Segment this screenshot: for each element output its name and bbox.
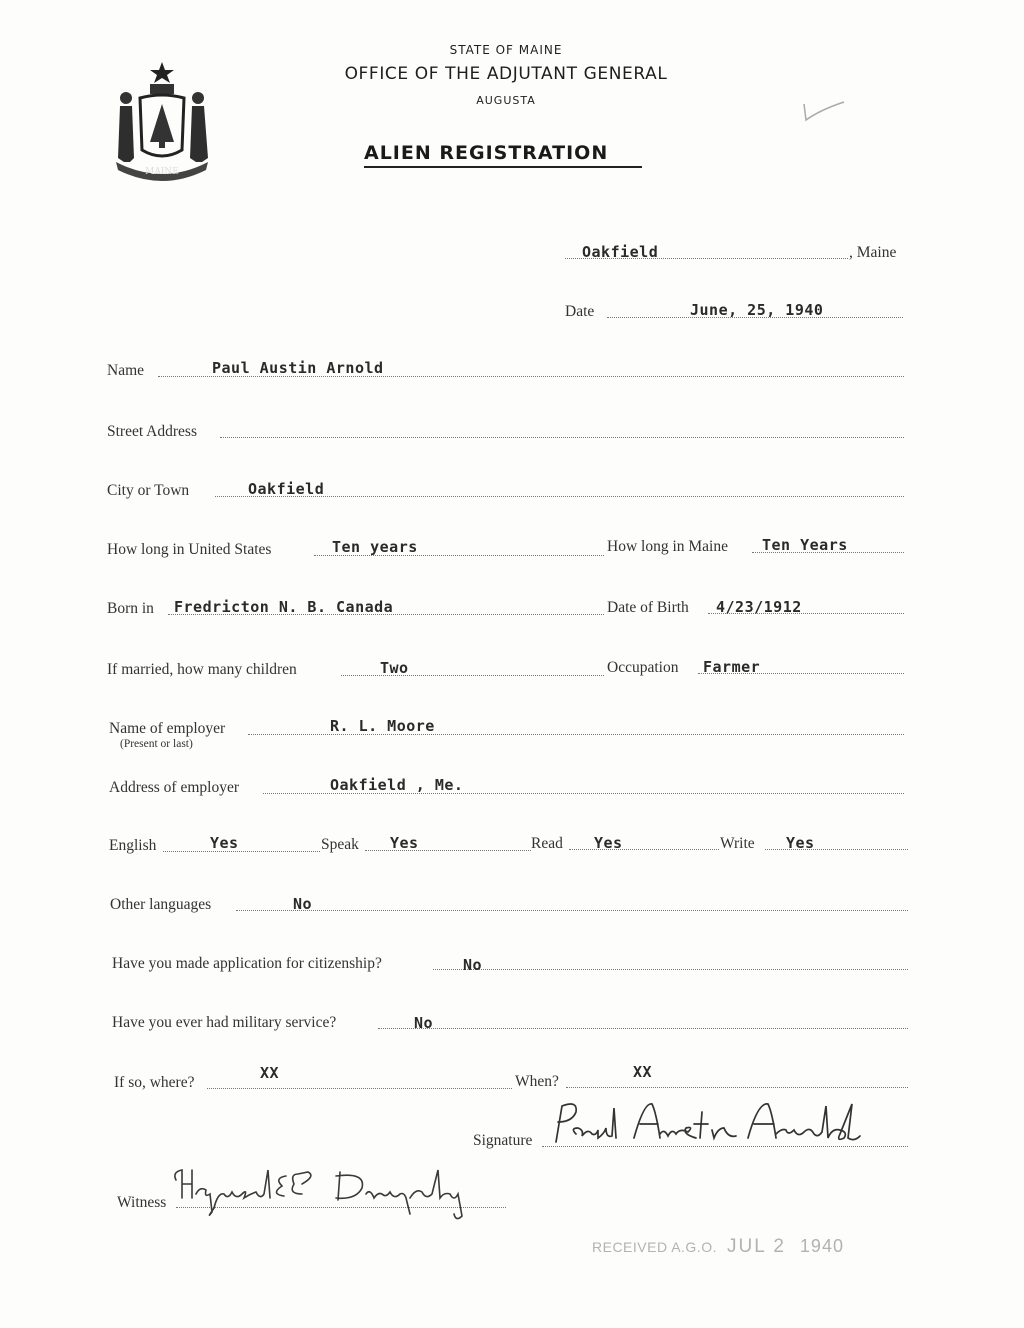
english-line	[163, 851, 320, 852]
city-label: City or Town	[107, 482, 190, 499]
title-underline	[364, 166, 642, 168]
employer-value: R. L. Moore	[330, 717, 435, 735]
citizenship-value: No	[463, 956, 483, 974]
citizenship-line	[433, 969, 908, 970]
witness-signature-icon	[170, 1164, 470, 1224]
where-label: If so, where?	[114, 1074, 195, 1091]
born-in-value: Fredricton N. B. Canada	[174, 598, 394, 616]
speak-value: Yes	[390, 834, 419, 852]
date-value: June, 25, 1940	[690, 301, 824, 319]
military-value: No	[414, 1014, 434, 1032]
write-label: Write	[720, 835, 755, 852]
street-address-label: Street Address	[107, 423, 197, 440]
stamp-received: RECEIVED A.G.O.	[592, 1239, 717, 1255]
header-state: STATE OF MAINE	[449, 43, 563, 57]
how-long-us-label: How long in United States	[107, 541, 272, 558]
english-label: English	[109, 837, 157, 854]
occupation-label: Occupation	[607, 659, 679, 676]
check-mark-icon	[800, 98, 850, 128]
stamp-year: 1940	[799, 1236, 844, 1256]
how-long-us-value: Ten years	[332, 538, 418, 556]
read-line	[569, 849, 719, 850]
signature-label: Signature	[473, 1132, 533, 1149]
write-value: Yes	[786, 834, 815, 852]
where-value: XX	[260, 1064, 280, 1082]
born-in-label: Born in	[107, 600, 154, 617]
read-value: Yes	[594, 834, 623, 852]
header-city: AUGUSTA	[476, 94, 536, 107]
place-state-label: , Maine	[849, 244, 897, 261]
name-value: Paul Austin Arnold	[212, 359, 384, 377]
other-languages-line	[236, 910, 908, 911]
employer-sublabel: (Present or last)	[120, 738, 193, 750]
employer-address-label: Address of employer	[109, 779, 239, 796]
header-office: OFFICE OF THE ADJUTANT GENERAL	[344, 64, 668, 84]
how-long-maine-label: How long in Maine	[607, 538, 728, 555]
english-value: Yes	[210, 834, 239, 852]
speak-label: Speak	[321, 836, 359, 853]
svg-text:MAINE: MAINE	[145, 167, 179, 177]
military-line	[378, 1028, 908, 1029]
employer-label: Name of employer	[109, 720, 226, 737]
employer-address-value: Oakfield , Me.	[330, 776, 464, 794]
name-label: Name	[107, 362, 145, 379]
children-value: Two	[380, 659, 409, 677]
place-town-value: Oakfield	[582, 243, 659, 261]
children-label: If married, how many children	[107, 661, 297, 678]
street-address-line	[220, 437, 904, 438]
stamp-month-day: JUL 2	[726, 1236, 786, 1257]
when-line	[566, 1087, 908, 1088]
witness-label: Witness	[117, 1194, 167, 1211]
other-languages-label: Other languages	[110, 896, 212, 913]
other-languages-value: No	[293, 895, 313, 913]
form-title: ALIEN REGISTRATION	[364, 142, 609, 164]
handwritten-signature-icon	[548, 1098, 868, 1150]
when-label: When?	[515, 1073, 559, 1090]
date-label: Date	[565, 303, 595, 320]
dob-label: Date of Birth	[607, 599, 689, 616]
city-value: Oakfield	[248, 480, 325, 498]
military-label: Have you ever had military service?	[112, 1014, 337, 1031]
received-stamp	[592, 1236, 844, 1258]
how-long-maine-value: Ten Years	[762, 536, 848, 554]
citizenship-label: Have you made application for citizenship?	[112, 955, 382, 972]
read-label: Read	[531, 835, 563, 852]
occupation-value: Farmer	[703, 658, 761, 676]
when-value: XX	[633, 1063, 653, 1081]
where-line	[207, 1088, 512, 1089]
dob-value: 4/23/1912	[716, 598, 802, 616]
